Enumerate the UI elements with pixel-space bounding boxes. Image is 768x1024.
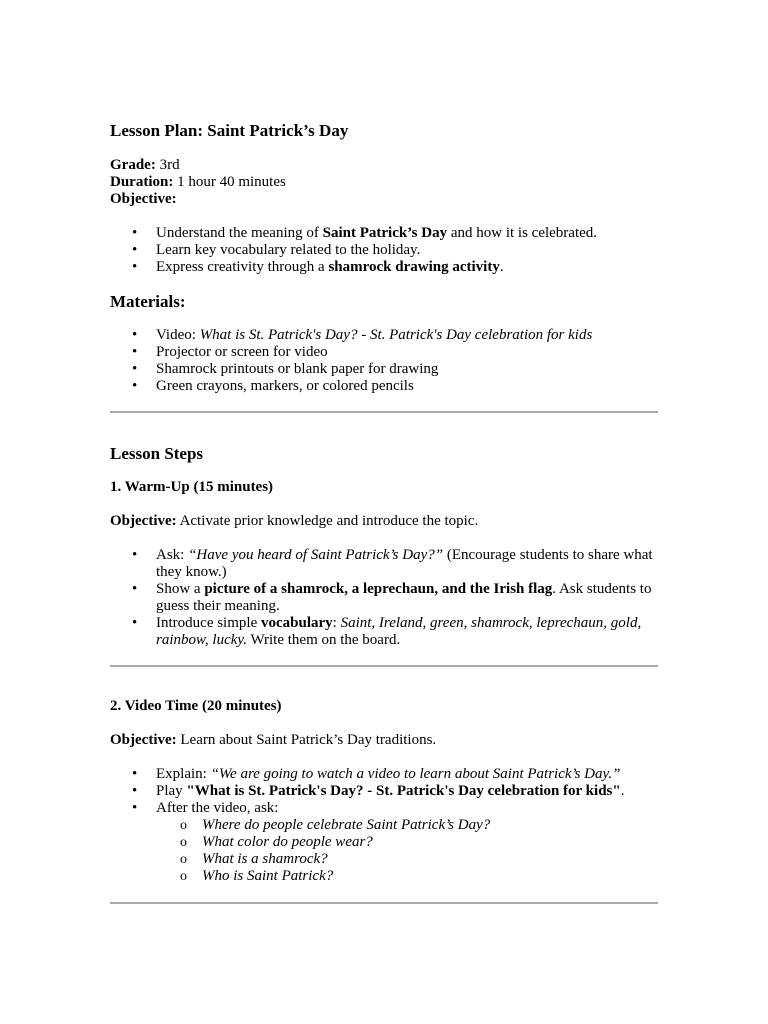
objectives-list	[110, 225, 658, 276]
video-objective: Objective: Learn about Saint Patrick’s Day traditions.	[110, 732, 437, 748]
video-heading: 2. Video Time (20 minutes)	[110, 698, 282, 714]
list-item: • Green crayons, markers, or colored pencils	[110, 378, 658, 395]
question-item: o Where do people celebrate Saint Patrick’s Day?	[110, 817, 658, 834]
list-item: • After the video, ask:	[110, 800, 658, 817]
list-item: • Play "What is St. Patrick's Day? - St. Patrick's Day celebration for kids".	[110, 783, 658, 800]
page-title: Lesson Plan: Saint Patrick’s Day	[110, 121, 349, 140]
list-item: • Show a picture of a shamrock, a leprechaun, and the Irish flag. Ask students to guess their meaning.	[110, 581, 658, 615]
list-item: • Projector or screen for video	[110, 344, 658, 361]
question-item: o Who is Saint Patrick?	[110, 868, 658, 885]
materials-heading: Materials:	[110, 292, 186, 311]
document-page	[110, 121, 658, 904]
grade-line	[110, 157, 658, 174]
grade-label: Grade:	[110, 157, 156, 173]
section-divider	[110, 411, 658, 413]
question-item: o What is a shamrock?	[110, 851, 658, 868]
list-item: • Ask: “Have you heard of Saint Patrick’s Day?” (Encourage students to share what they know.)	[110, 547, 658, 581]
list-item: • Understand the meaning of Saint Patrick’s Day and how it is celebrated.	[110, 225, 658, 242]
warmup-list	[110, 547, 658, 649]
warmup-heading: 1. Warm-Up (15 minutes)	[110, 479, 274, 495]
question-item: o What color do people wear?	[110, 834, 658, 851]
video-list	[110, 766, 658, 817]
section-divider	[110, 665, 658, 667]
objective-line	[110, 191, 658, 208]
grade-value: 3rd	[155, 157, 180, 173]
section-divider	[110, 902, 658, 904]
lesson-steps-heading: Lesson Steps	[110, 444, 204, 463]
list-item: • Learn key vocabulary related to the holiday.	[110, 242, 658, 259]
objective-label: Objective:	[110, 191, 177, 207]
list-item: • Explain: “We are going to watch a video to learn about Saint Patrick’s Day.”	[110, 766, 658, 783]
materials-list	[110, 327, 658, 395]
duration-line	[110, 174, 658, 191]
duration-value: 1 hour 40 minutes	[173, 174, 286, 190]
list-item: • Video: What is St. Patrick's Day? - St. Patrick's Day celebration for kids	[110, 327, 658, 344]
list-item: • Express creativity through a shamrock drawing activity.	[110, 259, 658, 276]
question-list	[110, 817, 658, 885]
list-item: • Introduce simple vocabulary: Saint, Ireland, green, shamrock, leprechaun, gold, rainbow, lucky. Write them on the board.	[110, 615, 658, 649]
list-item: • Shamrock printouts or blank paper for drawing	[110, 361, 658, 378]
lesson-meta	[110, 157, 658, 208]
warmup-objective: Objective: Activate prior knowledge and introduce the topic.	[110, 513, 479, 529]
duration-label: Duration:	[110, 174, 174, 190]
